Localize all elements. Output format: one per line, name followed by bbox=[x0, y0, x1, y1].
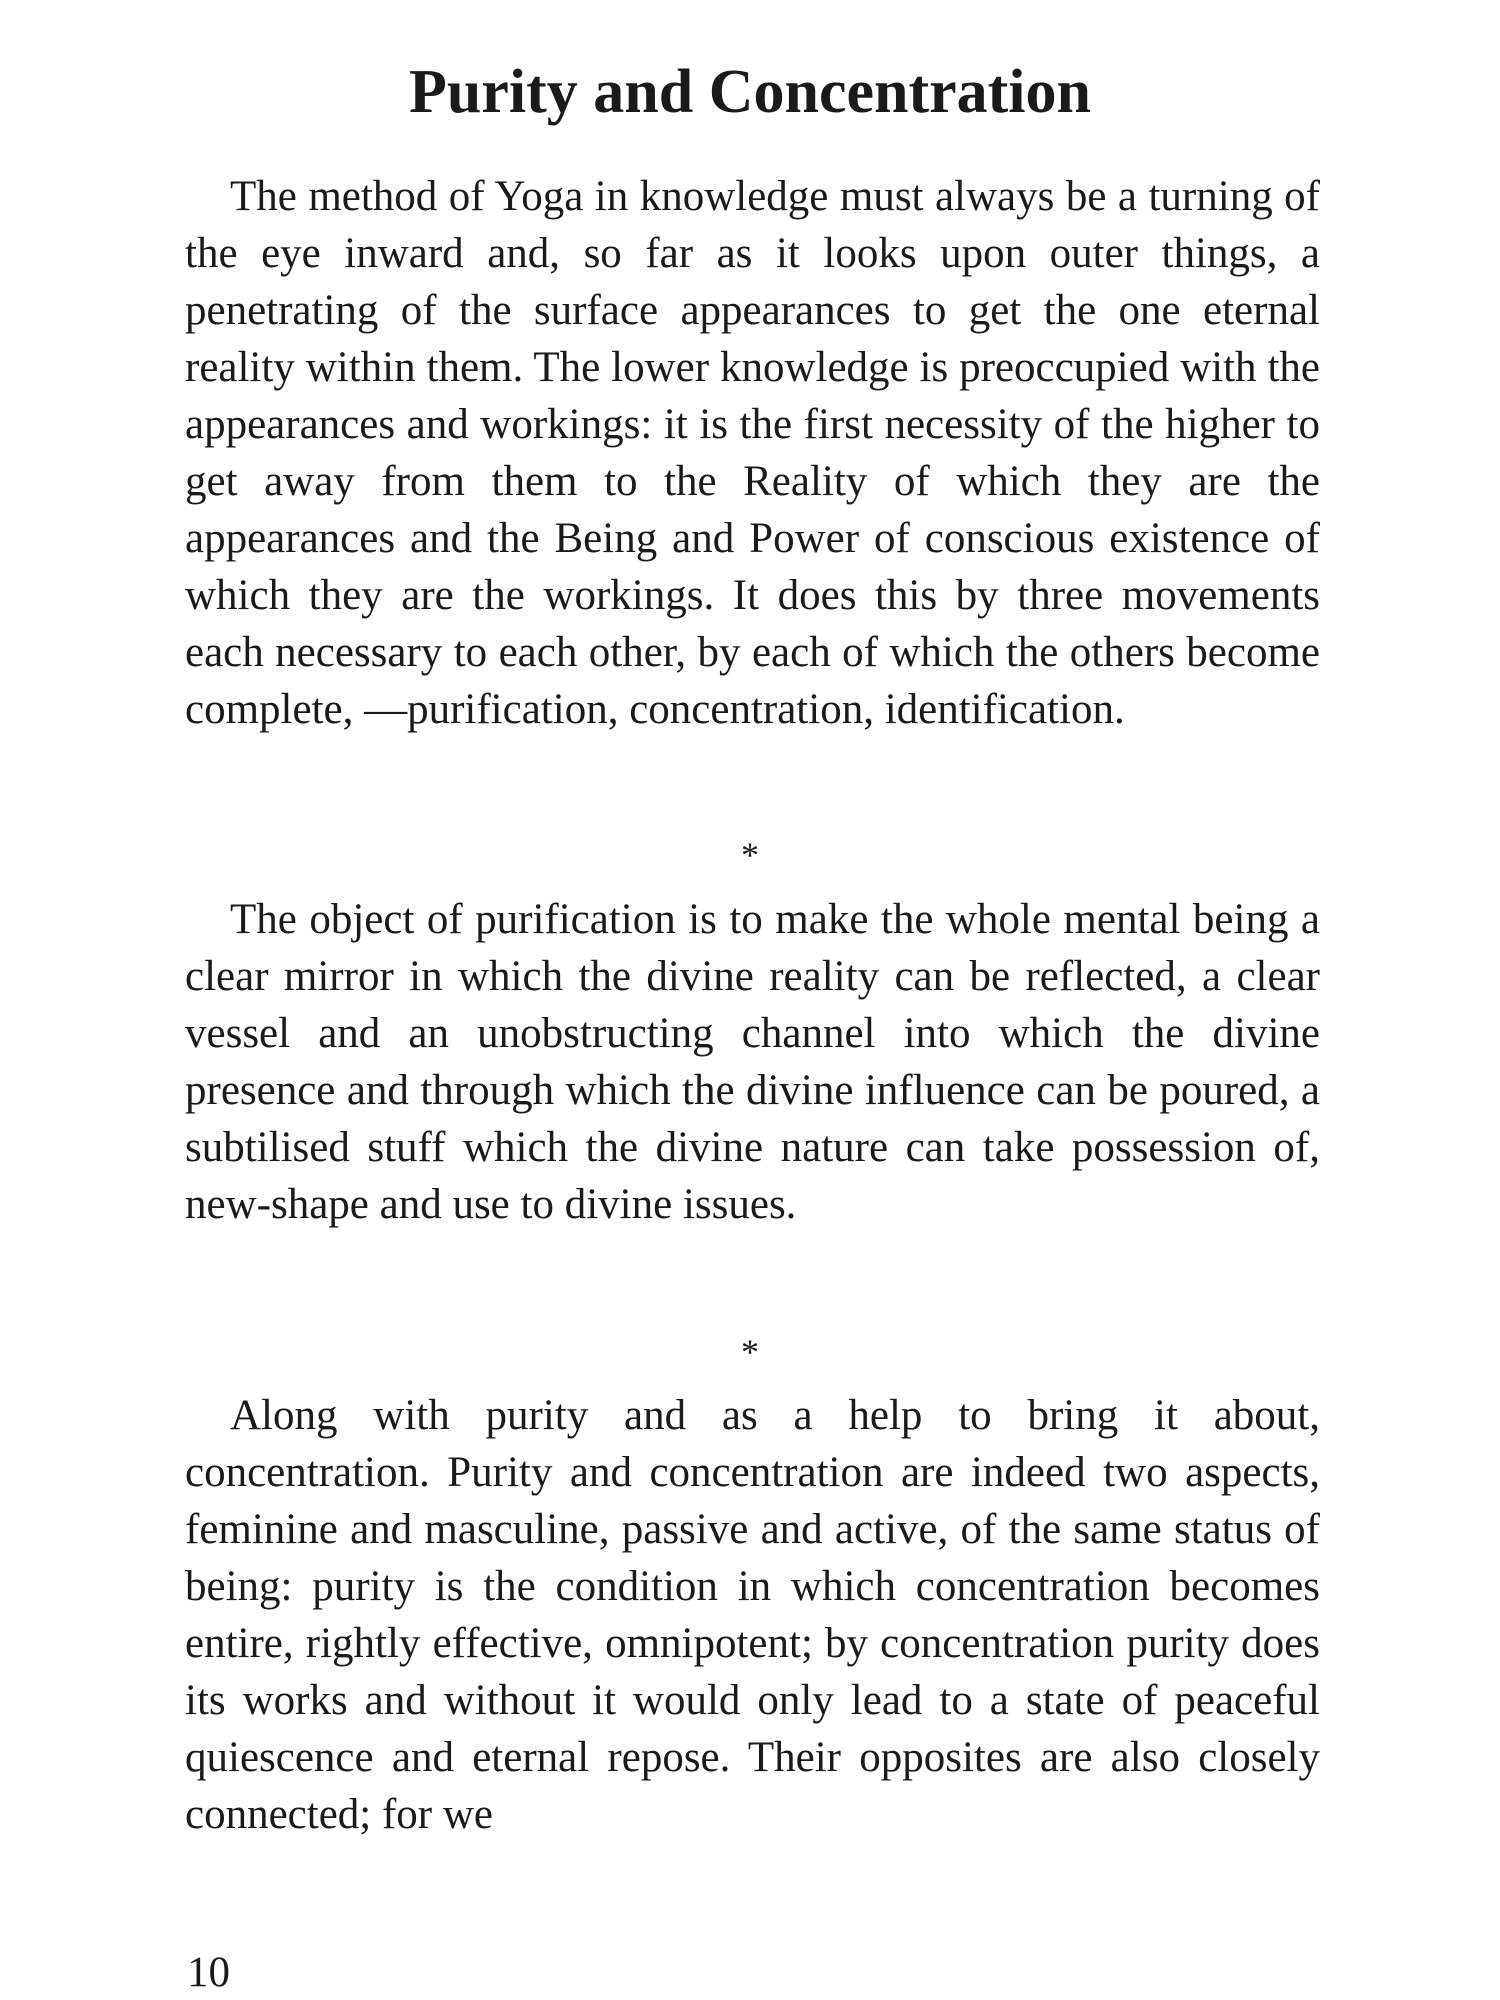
paragraph-1: The method of Yoga in knowledge must always be a turning of the eye inward and, so far as it looks upon outer things, a penetrating of the surface appearances to get the one eternal reality within them. The lower knowledge is preoccupied with the appearances and workings: it is the first necessity of the higher to get away from them to the Reality of which they are the appearances and the Being and Power of conscious existence of which they are the workings. It does this by three movements each necessary to each other, by each of which the others become complete, —purification, concentration, identification. bbox=[185, 173, 1320, 733]
section-separator-1: * bbox=[741, 835, 759, 875]
section-separator-2: * bbox=[741, 1332, 759, 1372]
page-title: Purity and Concentration bbox=[409, 58, 1091, 126]
paragraph-2: The object of purification is to make the whole mental being a clear mirror in which the divine reality can be reflected, a clear vessel and an unobstructing channel into which the divine presence and through which the divine influence can be poured, a subtilised stuff which the divine nature can take possession of, new-shape and use to divine issues. bbox=[185, 896, 1320, 1228]
page-number: 10 bbox=[187, 1949, 230, 1996]
paragraph-3: Along with purity and as a help to bring it about, concentration. Purity and concentration are indeed two aspects, feminine and masculine, passive and active, of the same status of being: purity is the condition in which concentration becomes entire, rightly effective, omnipotent; by concentration purity does its works and without it would only lead to a state of peaceful quiescence and eternal repose. Their opposites are also closely connected; for we bbox=[185, 1392, 1320, 1838]
